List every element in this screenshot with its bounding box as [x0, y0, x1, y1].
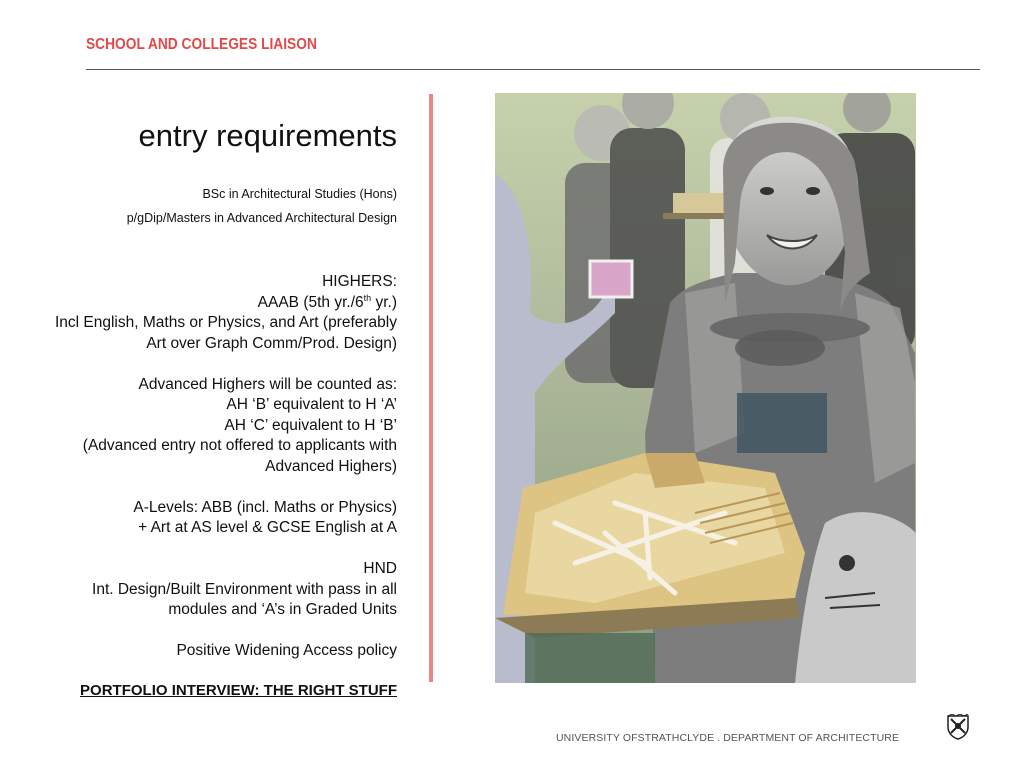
widening-access-policy: Positive Widening Access policy — [176, 642, 397, 659]
hnd-label: HND — [363, 560, 397, 577]
hnd-line2: Int. Design/Built Environment with pass in all — [92, 580, 397, 598]
course-subtitle-bsc: BSc in Architectural Studies (Hons) — [202, 187, 397, 201]
university-crest-icon — [946, 714, 970, 740]
page-title: entry requirements — [138, 118, 397, 153]
a-levels-line2: + Art at AS level & GCSE English at A — [138, 519, 397, 536]
highers-subjects-line1: Incl English, Maths or Physics, and Art (preferably — [54, 314, 397, 331]
highers-grades: AAAB (5th yr./6th yr.) — [257, 292, 397, 311]
hnd-line3: modules and ‘A’s in Graded Units — [168, 601, 397, 618]
highers-label: HIGHERS: — [322, 273, 397, 290]
portfolio-interview-link[interactable]: PORTFOLIO INTERVIEW: THE RIGHT STUFF — [80, 681, 397, 699]
advanced-highers-line2: AH ‘B’ equivalent to H ‘A’ — [226, 396, 397, 413]
entry-requirements-column — [10, 118, 397, 700]
header-divider — [86, 69, 980, 70]
requirements-list — [10, 272, 397, 662]
advanced-highers-line4: (Advanced entry not offered to applicants with — [82, 437, 397, 454]
accent-divider-bar — [429, 94, 433, 682]
students-with-model-photo — [495, 93, 916, 683]
highers-subjects-line2: Art over Graph Comm/Prod. Design) — [146, 334, 397, 352]
advanced-highers-line1: Advanced Highers will be counted as: — [138, 375, 397, 393]
course-subtitle-masters: p/gDip/Masters in Advanced Architectural Design — [126, 211, 397, 225]
advanced-highers-line5: Advanced Highers) — [265, 457, 397, 475]
section-title: SCHOOL AND COLLEGES LIAISON — [86, 36, 317, 53]
a-levels-line1: A-Levels: ABB (incl. Maths or Physics) — [133, 498, 397, 516]
advanced-highers-line3: AH ‘C’ equivalent to H ‘B’ — [224, 416, 397, 434]
footer-university-department: UNIVERSITY OFSTRATHCLYDE . DEPARTMENT OF ARCHITECTURE — [556, 732, 900, 744]
